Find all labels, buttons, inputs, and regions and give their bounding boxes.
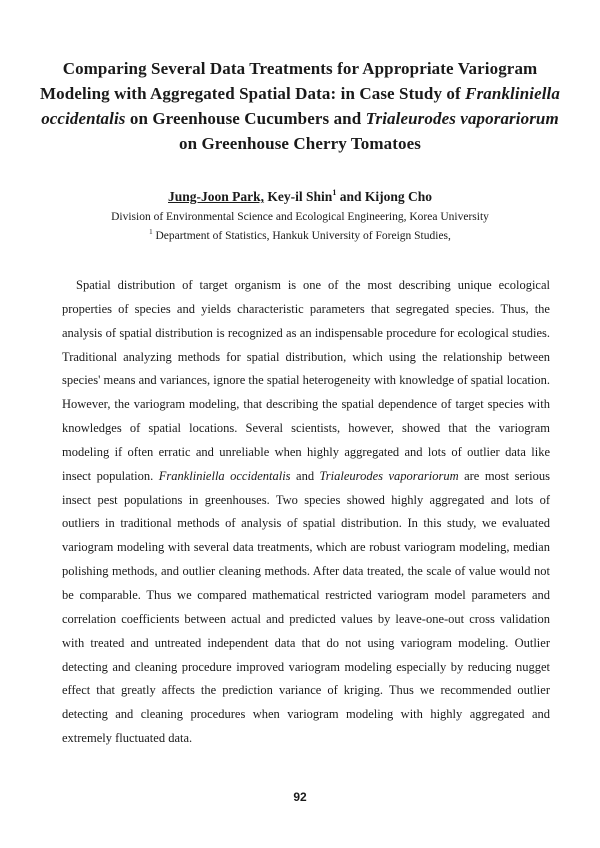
- title-part-3: on Greenhouse Cherry Tomatoes: [178, 134, 421, 153]
- author-first: Jung-Joon Park,: [168, 189, 265, 204]
- abstract-species-1: Frankliniella occidentalis: [158, 468, 291, 483]
- affiliation-main: Division of Environmental Science and Ecological Engineering, Korea University: [111, 211, 489, 223]
- title-species-1: Frankliniella occidentalis: [41, 84, 560, 128]
- abstract-body: [62, 274, 550, 751]
- author-second: Key-il Shin: [267, 189, 333, 204]
- affiliation-second: [40, 228, 560, 244]
- author-and-third: and Kijong Cho: [339, 189, 432, 204]
- title-part-2: on Greenhouse Cucumbers and: [125, 109, 366, 128]
- title-species-2: Trialeurodes vaporariorum: [365, 109, 559, 128]
- abstract-species-2: Trialeurodes vaporariorum: [319, 468, 459, 483]
- paper-title: [40, 56, 560, 156]
- author-line: [40, 188, 560, 206]
- title-part-1: Comparing Several Data Treatments for Appropriate Variogram Modeling with Aggregated Spatial Data: in Case Study of: [40, 59, 538, 103]
- affiliation-second-mark: 1: [149, 228, 153, 237]
- author-second-affiliation-mark: 1: [332, 187, 337, 197]
- abstract-paragraph: [62, 274, 550, 751]
- abstract-text-1: Spatial distribution of target organism is one of the most describing unique ecological properties of species and yields characteristic parameters that segregated species. Thus, the analysis of spatial distribution is recognized as an indispensable procedure for ecological studies. Traditional analyzing methods for spatial distribution, which using the relationship between species' means and variances, ignore the spatial heterogeneity with knowledge of spatial location. However, the variogram modeling, that describing the spatial dependence of target species with knowledges of spatial locations. Several scientists, however, showed that the variogram modeling if often erratic and unreliable when highly aggregated and lots of outlier data like insect population.: [62, 278, 550, 483]
- page-number: 92: [293, 790, 307, 804]
- affiliation-second-text: Department of Statistics, Hankuk University of Foreign Studies,: [155, 230, 451, 242]
- abstract-and: and: [290, 468, 320, 483]
- abstract-text-2: are most serious insect pest populations in greenhouses. Two species showed highly aggregated and lots of outliers in traditional methods of analysis of spatial distribution. In this study, we evaluated variogram modeling with several data treatments, which are robust variogram modeling, median polishing methods, and outlier cleaning methods. After data treated, the scale of value would not be comparable. Thus we compared mathematical restricted variogram model parameters and correlation coefficients between actual and predicted values by leave-one-out cross validation with treated and untreated independent data that do not using variogram modeling. Outlier detecting and cleaning procedure improved variogram modeling especially by reducing nugget effect that greatly affects the prediction variance of kriging. Thus we recommended outlier detecting and cleaning procedures when variogram modeling with highly aggregated and extremely fluctuated data.: [62, 468, 551, 746]
